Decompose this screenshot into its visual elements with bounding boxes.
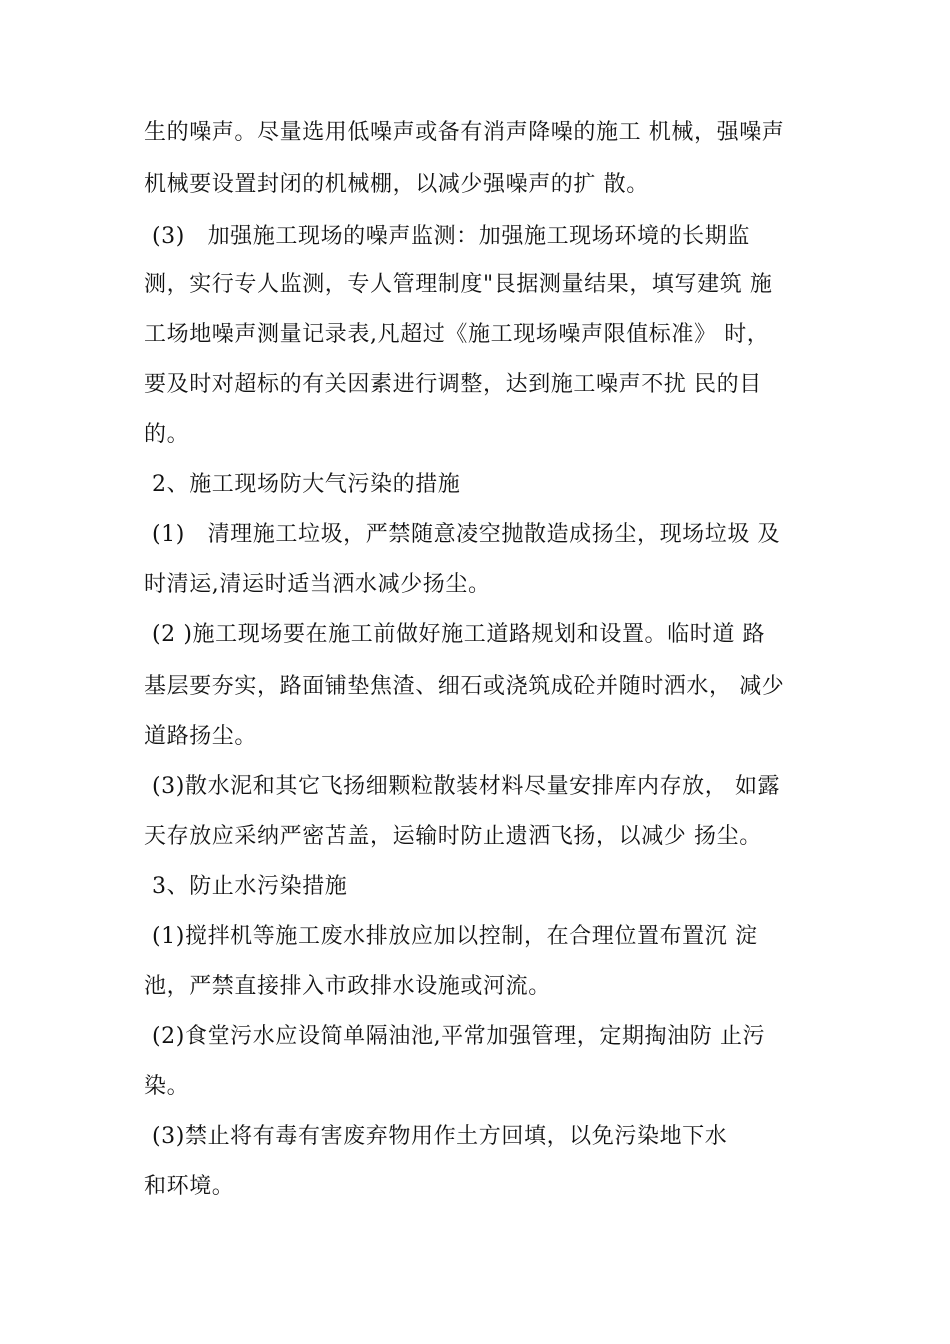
list-item-heading: (3) 加强施工现场的噪声监测：加强施工现场环境的长期监 <box>152 224 750 249</box>
text-line: 道路扬尘。 <box>144 724 258 749</box>
list-item-heading: (1) 清理施工垃圾，严禁随意凌空抛散造成扬尘，现场垃圾 及 <box>152 522 781 547</box>
text-line: 基层要夯实，路面铺垫焦渣、细石或浇筑成砼并随时洒水， 减少 <box>144 674 785 699</box>
text-line: 池，严禁直接排入市政排水设施或河流。 <box>144 974 551 999</box>
text-line: 工场地噪声测量记录表,凡超过《施工现场噪声限值标准》 时， <box>144 322 770 347</box>
list-item-heading: (2 )施工现场要在施工前做好施工道路规划和设置。临时道 路 <box>152 622 766 647</box>
text-line: 生的噪声。尽量选用低噪声或备有消声降噪的施工 机械，强噪声 <box>144 120 785 145</box>
section-heading: 2、施工现场防大气污染的措施 <box>152 472 461 497</box>
text-line: 染。 <box>144 1074 190 1099</box>
text-line: 机械要设置封闭的机械棚，以减少强噪声的扩 散。 <box>144 172 649 197</box>
list-item-heading: (2)食堂污水应设简单隔油池,平常加强管理，定期掏油防 止污 <box>152 1024 766 1049</box>
text-line: 要及时对超标的有关因素进行调整，达到施工噪声不扰 民的目 <box>144 372 762 397</box>
list-item-heading: (3)禁止将有毒有害废弃物用作土方回填，以免污染地下水 <box>152 1124 728 1149</box>
text-line: 测，实行专人监测，专人管理制度"艮据测量结果，填写建筑 施 <box>144 272 773 297</box>
list-item-heading: (1)搅拌机等施工废水排放应加以控制，在合理位置布置沉 淀 <box>152 924 758 949</box>
text-line: 时清运,清运时适当洒水减少扬尘。 <box>144 572 491 597</box>
list-item-heading: (3)散水泥和其它飞扬细颗粒散装材料尽量安排库内存放， 如露 <box>152 774 781 799</box>
section-heading: 3、防止水污染措施 <box>152 874 348 899</box>
text-line: 和环境。 <box>144 1174 235 1199</box>
text-line: 天存放应采纳严密苫盖，运输时防止遗洒飞扬，以减少 扬尘。 <box>144 824 762 849</box>
text-line: 的。 <box>144 422 190 447</box>
